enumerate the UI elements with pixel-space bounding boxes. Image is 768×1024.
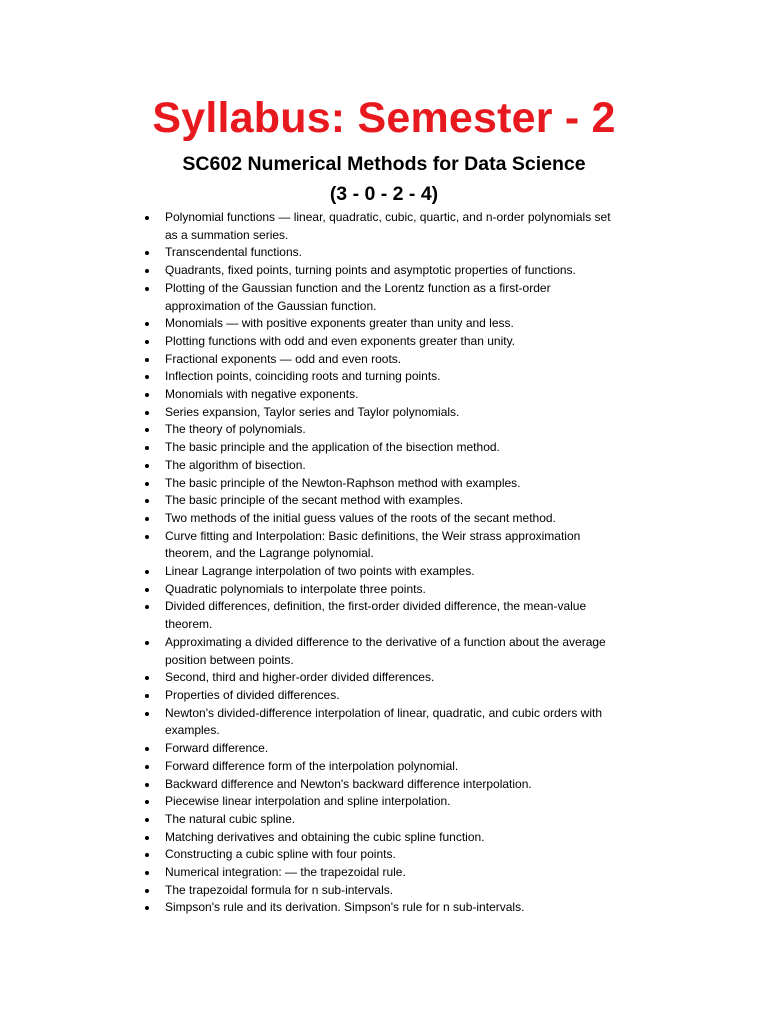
bullet-icon bbox=[145, 694, 149, 698]
bullet-icon bbox=[145, 836, 149, 840]
list-item bbox=[143, 351, 623, 369]
list-item-text: Fractional exponents — odd and even roots. bbox=[165, 351, 402, 366]
list-item-text: Monomials — with positive exponents greater than unity and less. bbox=[165, 316, 514, 331]
list-item-text: Quadratic polynomials to interpolate three points. bbox=[165, 581, 426, 596]
bullet-icon bbox=[145, 800, 149, 804]
list-item bbox=[143, 687, 623, 705]
list-item-text: Second, third and higher-order divided differences. bbox=[165, 670, 435, 685]
list-item bbox=[143, 457, 623, 475]
list-item-text: Forward difference. bbox=[165, 741, 269, 756]
bullet-icon bbox=[145, 216, 149, 220]
list-item bbox=[143, 563, 623, 581]
list-item-text: The theory of polynomials. bbox=[165, 422, 306, 437]
list-item bbox=[143, 776, 623, 794]
list-item-text: Quadrants, fixed points, turning points and asymptotic properties of functions. bbox=[165, 263, 576, 278]
list-item-text: Piecewise linear interpolation and spline interpolation. bbox=[165, 794, 451, 809]
list-item-text: Plotting functions with odd and even exponents greater than unity. bbox=[165, 333, 516, 348]
bullet-icon bbox=[145, 747, 149, 751]
bullet-icon bbox=[145, 446, 149, 450]
list-item bbox=[143, 882, 623, 900]
list-item bbox=[143, 829, 623, 847]
bullet-icon bbox=[145, 712, 149, 716]
list-item bbox=[143, 899, 623, 917]
bullet-icon bbox=[145, 570, 149, 574]
bullet-icon bbox=[145, 499, 149, 503]
bullet-icon bbox=[145, 853, 149, 857]
list-item bbox=[143, 581, 623, 599]
list-item bbox=[143, 740, 623, 758]
list-item-text: Backward difference and Newton's backward difference interpolation. bbox=[165, 776, 532, 791]
bullet-icon bbox=[145, 818, 149, 822]
list-item bbox=[143, 705, 623, 740]
bullet-icon bbox=[145, 375, 149, 379]
list-item bbox=[143, 209, 623, 244]
bullet-icon bbox=[145, 358, 149, 362]
list-item bbox=[143, 333, 623, 351]
list-item-text: Transcendental functions. bbox=[165, 245, 302, 260]
list-item-text: Forward difference form of the interpolation polynomial. bbox=[165, 758, 459, 773]
bullet-icon bbox=[145, 287, 149, 291]
list-item bbox=[143, 598, 623, 633]
list-item bbox=[143, 475, 623, 493]
list-item-text: The natural cubic spline. bbox=[165, 811, 296, 826]
bullet-icon bbox=[145, 765, 149, 769]
bullet-icon bbox=[145, 676, 149, 680]
list-item bbox=[143, 492, 623, 510]
list-item-text: The trapezoidal formula for n sub-intervals. bbox=[165, 882, 394, 897]
list-item bbox=[143, 634, 623, 669]
bullet-icon bbox=[145, 535, 149, 539]
list-item-text: The algorithm of bisection. bbox=[165, 457, 306, 472]
bullet-icon bbox=[145, 269, 149, 273]
list-item-text: Properties of divided differences. bbox=[165, 687, 340, 702]
list-item bbox=[143, 421, 623, 439]
list-item-text: Divided differences, definition, the first-order divided difference, the mean-value theorem. bbox=[165, 599, 587, 632]
bullet-icon bbox=[145, 251, 149, 255]
list-item bbox=[143, 669, 623, 687]
list-item bbox=[143, 386, 623, 404]
bullet-icon bbox=[145, 641, 149, 645]
list-item bbox=[143, 811, 623, 829]
list-item-text: Monomials with negative exponents. bbox=[165, 387, 359, 402]
list-item-text: Matching derivatives and obtaining the cubic spline function. bbox=[165, 829, 485, 844]
list-item-text: Simpson's rule and its derivation. Simpson's rule for n sub-intervals. bbox=[165, 900, 525, 915]
list-item bbox=[143, 510, 623, 528]
bullet-icon bbox=[145, 482, 149, 486]
bullet-icon bbox=[145, 322, 149, 326]
list-item bbox=[143, 846, 623, 864]
list-item bbox=[143, 368, 623, 386]
list-item-text: Numerical integration: — the trapezoidal rule. bbox=[165, 865, 406, 880]
bullet-icon bbox=[145, 605, 149, 609]
bullet-icon bbox=[145, 517, 149, 521]
list-item bbox=[143, 404, 623, 422]
list-item bbox=[143, 864, 623, 882]
list-item-text: Approximating a divided difference to the derivative of a function about the average position between points. bbox=[165, 634, 606, 667]
list-item-text: Plotting of the Gaussian function and the Lorentz function as a first-order approximation of the Gaussian function. bbox=[165, 280, 551, 313]
list-item bbox=[143, 262, 623, 280]
list-item-text: The basic principle of the secant method with examples. bbox=[165, 493, 464, 508]
list-item-text: Two methods of the initial guess values of the roots of the secant method. bbox=[165, 510, 556, 525]
list-item bbox=[143, 528, 623, 563]
list-item bbox=[143, 280, 623, 315]
list-item bbox=[143, 793, 623, 811]
bullet-icon bbox=[145, 871, 149, 875]
list-item-text: Polynomial functions — linear, quadratic, cubic, quartic, and n-order polynomials set as a summation series. bbox=[165, 210, 611, 242]
list-item-text: Constructing a cubic spline with four points. bbox=[165, 847, 396, 862]
list-item bbox=[143, 758, 623, 776]
bullet-icon bbox=[145, 428, 149, 432]
list-item-text: The basic principle of the Newton-Raphson method with examples. bbox=[165, 475, 521, 490]
bullet-icon bbox=[145, 411, 149, 415]
list-item-text: Linear Lagrange interpolation of two points with examples. bbox=[165, 564, 475, 579]
bullet-icon bbox=[145, 464, 149, 468]
bullet-icon bbox=[145, 783, 149, 787]
bullet-icon bbox=[145, 340, 149, 344]
bullet-icon bbox=[145, 906, 149, 910]
list-item bbox=[143, 244, 623, 262]
course-credits: (3 - 0 - 2 - 4) bbox=[329, 183, 439, 205]
course-title: SC602 Numerical Methods for Data Science bbox=[182, 153, 586, 175]
list-item-text: The basic principle and the application of the bisection method. bbox=[165, 440, 500, 455]
list-item bbox=[143, 439, 623, 457]
bullet-icon bbox=[145, 588, 149, 592]
list-item-text: Inflection points, coinciding roots and turning points. bbox=[165, 369, 441, 384]
topics-list bbox=[143, 209, 623, 917]
list-item-text: Curve fitting and Interpolation: Basic definitions, the Weir strass approximation theorem, and the Lagrange polynomial. bbox=[165, 528, 581, 561]
bullet-icon bbox=[145, 393, 149, 397]
page-title: Syllabus: Semester - 2 bbox=[152, 94, 616, 142]
bullet-icon bbox=[145, 889, 149, 893]
list-item-text: Series expansion, Taylor series and Taylor polynomials. bbox=[165, 404, 460, 419]
list-item-text: Newton's divided-difference interpolation of linear, quadratic, and cubic orders with examples. bbox=[165, 705, 602, 738]
list-item bbox=[143, 315, 623, 333]
